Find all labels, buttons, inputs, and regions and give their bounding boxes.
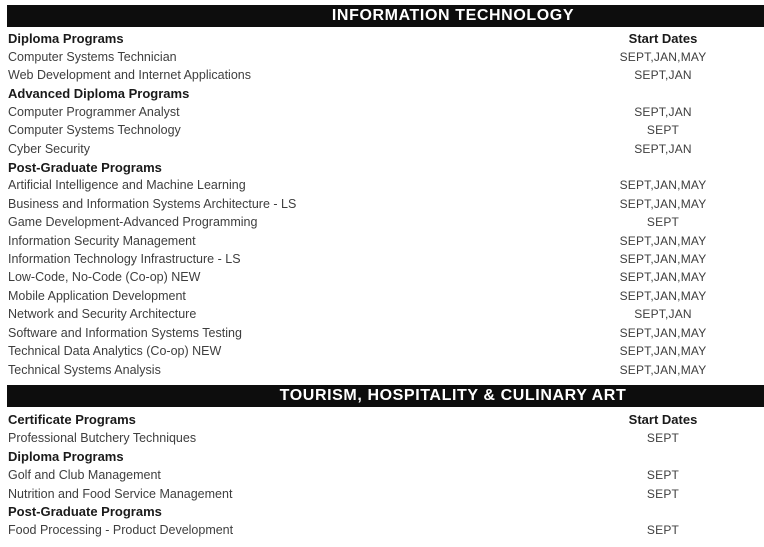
program-group-row — [0, 29, 764, 47]
program-name: Network and Security Architecture — [8, 307, 197, 322]
program-group-label: Certificate Programs — [8, 412, 136, 428]
program-name: Cyber Security — [8, 141, 90, 156]
program-name: Game Development-Advanced Programming — [8, 215, 258, 230]
program-row — [0, 305, 764, 323]
program-name: Artificial Intelligence and Machine Learning — [8, 178, 246, 193]
program-start-dates: SEPT,JAN,MAY — [619, 252, 707, 267]
program-start-dates: SEPT,JAN,MAY — [619, 344, 707, 359]
program-row — [0, 287, 764, 305]
program-start-dates: SEPT,JAN — [634, 141, 692, 156]
program-name: Business and Information Systems Architecture - LS — [8, 196, 297, 211]
program-name: Golf and Club Management — [8, 468, 161, 483]
program-row — [0, 250, 764, 268]
program-name: Information Technology Infrastructure - LS — [8, 252, 241, 267]
program-name: Low-Code, No-Code (Co-op) NEW — [8, 270, 201, 285]
program-start-dates: SEPT,JAN,MAY — [619, 49, 707, 64]
program-start-dates: SEPT,JAN,MAY — [619, 270, 707, 285]
program-start-dates: SEPT,JAN,MAY — [619, 196, 707, 211]
program-start-dates: SEPT,JAN,MAY — [619, 288, 707, 303]
program-start-dates: SEPT — [646, 523, 680, 538]
program-row — [0, 342, 764, 360]
program-start-dates: SEPT,JAN — [634, 68, 692, 83]
program-row — [0, 195, 764, 213]
program-start-dates: SEPT,JAN — [634, 104, 692, 119]
program-row — [0, 121, 764, 139]
program-name: Web Development and Internet Applications — [8, 68, 251, 83]
program-name: Professional Butchery Techniques — [8, 431, 197, 446]
program-row — [0, 360, 764, 378]
section-header-bar — [7, 5, 764, 27]
program-group-label: Post-Graduate Programs — [8, 159, 162, 175]
program-row — [0, 268, 764, 286]
section-title: INFORMATION TECHNOLOGY — [331, 7, 575, 24]
program-group-row — [0, 503, 764, 521]
program-start-dates: SEPT — [646, 486, 680, 501]
start-dates-column-header: Start Dates — [628, 30, 698, 46]
program-start-dates: SEPT,JAN — [634, 307, 692, 322]
program-start-dates: SEPT,JAN,MAY — [619, 325, 707, 340]
program-row — [0, 484, 764, 502]
program-group-row — [0, 448, 764, 466]
program-row — [0, 66, 764, 84]
program-group-label: Advanced Diploma Programs — [8, 85, 190, 101]
section-rows — [0, 411, 764, 540]
program-name: Technical Data Analytics (Co-op) NEW — [8, 344, 222, 359]
program-start-dates: SEPT,JAN,MAY — [619, 178, 707, 193]
program-name: Nutrition and Food Service Management — [8, 486, 233, 501]
program-name: Software and Information Systems Testing — [8, 325, 242, 340]
program-name: Food Processing - Product Development — [8, 523, 234, 538]
program-row — [0, 521, 764, 539]
program-start-dates: SEPT — [646, 123, 680, 138]
program-row — [0, 324, 764, 342]
program-group-row — [0, 158, 764, 176]
program-group-row — [0, 84, 764, 102]
program-group-label: Diploma Programs — [8, 30, 124, 46]
program-name: Computer Programmer Analyst — [8, 104, 180, 119]
program-start-dates: SEPT — [646, 431, 680, 446]
program-name: Computer Systems Technician — [8, 49, 177, 64]
program-name: Technical Systems Analysis — [8, 362, 161, 377]
program-name: Mobile Application Development — [8, 288, 186, 303]
program-row — [0, 176, 764, 194]
program-group-label: Diploma Programs — [8, 449, 124, 465]
section-title: TOURISM, HOSPITALITY & CULINARY ART — [279, 386, 627, 404]
program-name: Information Security Management — [8, 233, 196, 248]
program-start-dates: SEPT,JAN,MAY — [619, 233, 707, 248]
program-start-dates: SEPT — [646, 215, 680, 230]
program-section — [0, 5, 764, 379]
program-row — [0, 231, 764, 249]
program-row — [0, 213, 764, 231]
program-row — [0, 47, 764, 65]
program-section — [0, 385, 764, 540]
program-group-label: Post-Graduate Programs — [8, 504, 162, 520]
program-start-dates: SEPT — [646, 468, 680, 483]
program-name: Computer Systems Technology — [8, 123, 181, 138]
section-rows — [0, 29, 764, 379]
program-group-row — [0, 411, 764, 429]
start-dates-column-header: Start Dates — [628, 412, 698, 428]
program-row — [0, 139, 764, 157]
program-row — [0, 466, 764, 484]
program-start-dates: SEPT,JAN,MAY — [619, 362, 707, 377]
section-header-bar — [7, 385, 764, 407]
program-row — [0, 429, 764, 447]
program-row — [0, 103, 764, 121]
